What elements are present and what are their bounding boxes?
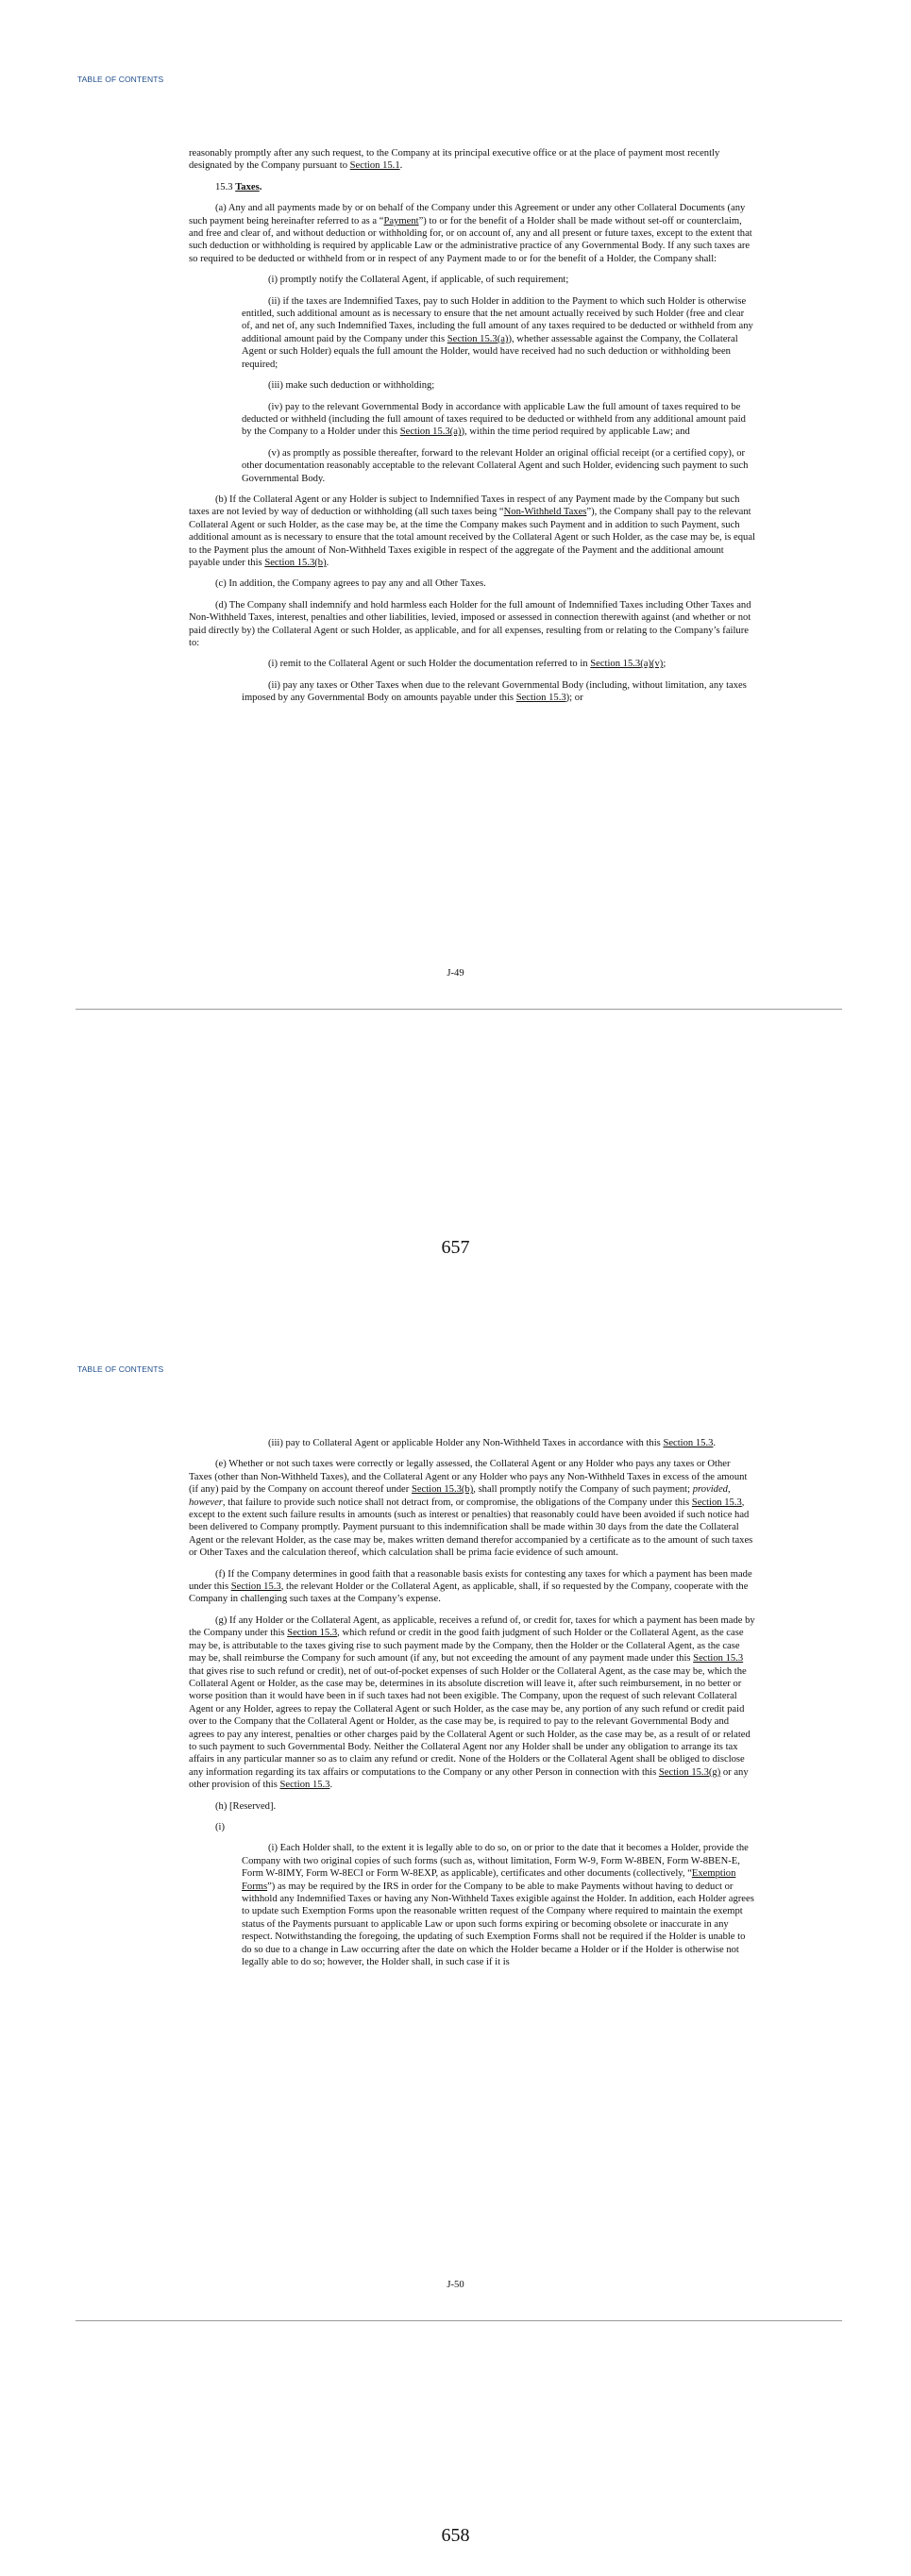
section-link[interactable]: Section 15.3(b) <box>411 1484 474 1496</box>
table-of-contents-link[interactable]: TABLE OF CONTENTS <box>77 75 164 84</box>
paragraph-15-3-c: (c) In addition, the Company agrees to pay any and all Other Taxes. <box>215 578 486 590</box>
page-number: 657 <box>441 1237 470 1258</box>
clause-d-iii: (iii) pay to Collateral Agent or applicable Holder any Non-Withheld Taxes in accordance with this Section 15.3. <box>268 1438 717 1448</box>
clause-a-v: (v) as promptly as possible thereafter, forward to the relevant Holder an original official receipt (or a certified copy), or other documentation reasonably acceptable to the relevant Collateral Agent and such Holder, evidencing such payment to such Governmental Body. <box>242 447 749 484</box>
section-link[interactable]: Section 15.3(b) <box>264 557 327 568</box>
clause-a-iv: (iv) pay to the relevant Governmental Body in accordance with applicable Law the full amount of taxes required to be deducted or withheld (including the full amount of taxes required to be deducted or withheld from any additional amount paid by the Company to a Holder under this Section 15.3(a)), within the time period required by applicable Law; and <box>242 401 746 438</box>
paragraph-15-3-d: (d) The Company shall indemnify and hold harmless each Holder for the full amount of Indemnified Taxes including Other Taxes and Non-Withheld Taxes, interest, penalties and other liabilities, levied, imposed or assessed in connection therewith against (and whether or not paid directly by) the Collateral Agent or such Holder, as applicable, and for all expenses, resulting from or relating to the Company’s failure to: <box>189 599 751 648</box>
defined-term: Non-Withheld Taxes <box>503 507 587 518</box>
defined-term: Payment <box>383 215 419 226</box>
section-title: Taxes <box>235 181 260 192</box>
section-link[interactable]: Section 15.3(a) <box>447 333 509 344</box>
paragraph-15-3-a: (a) Any and all payments made by or on behalf of the Company under this Agreement or under any other Collateral Documents (any such payment being hereinafter referred to as a “Payment”) to or for the benefit of a Holder shall be made without set-off or counterclaim, and free and clear of, and without deduction or withholding for, or on account of, any and all present or future taxes, except to the extent that such deduction or withholding is required by applicable Law or the administrative practice of any Governmental Body. If any such taxes are so required to be deducted or withheld from or in respect of any Payment made to or for the benefit of a Holder, the Company shall: <box>189 203 752 264</box>
section-link[interactable]: Section 15.1 <box>349 160 400 172</box>
clause-a-iii: (iii) make such deduction or withholding; <box>268 380 435 392</box>
clause-a-i: (i) promptly notify the Collateral Agent, if applicable, of such requirement; <box>268 275 569 286</box>
page-footer-folio: J-49 <box>447 968 464 979</box>
section-link[interactable]: Section 15.3 <box>230 1581 281 1593</box>
paragraph-15-3-f: (f) If the Company determines in good faith that a reasonable basis exists for contesting any taxes for which a payment has been made under this Section 15.3, the relevant Holder or the Collateral Agent, as applicable, shall, if so requested by the Company, cooperate with the Company in challenging such taxes at the Company’s expense. <box>189 1568 752 1605</box>
section-heading-taxes: 15.3 Taxes. <box>215 181 262 192</box>
page-divider <box>76 2320 842 2321</box>
page-number: 658 <box>441 2525 470 2546</box>
paragraph-15-3-e: (e) Whether or not such taxes were correctly or legally assessed, the Collateral Agent or any Holder who pays any taxes or Other Taxes (other than Non-Withheld Taxes), and the Collateral Agent or any Holder who pays any Non-Withheld Taxes in excess of the amount (if any) paid by the Company on account thereof under Section 15.3(b), shall promptly notify the Company of such payment; provided, however, that failure to provide such notice shall not detract from, or compromise, the obligations of the Company under this Section 15.3, except to the extent such failure results in amounts (such as interest or penalties) that reasonably could have been avoided if such notice had been delivered to Company promptly. Payment pursuant to this indemnification shall be made within 30 days from the date the Collateral Agent or the relevant Holder, as the case may be, makes written demand therefor accompanied by a certificate as to the amount of such taxes or Other Taxes and the calculation thereof, which calculation shall be prima facie evidence of such amount. <box>189 1459 753 1559</box>
section-link[interactable]: Section 15.3 <box>279 1780 330 1791</box>
clause-i-i: (i) Each Holder shall, to the extent it is legally able to do so, on or prior to the date that it becomes a Holder, provide the Company with two original copies of such forms (such as, without limitation, Form W-9, Form W-8BEN, Form W-8BEN-E, Form W-8IMY, Form W-8ECI or Form W-8EXP, as applicable), certificates and other documents (collectively, “Exemption Forms”) as may be required by the IRS in order for the Company to be able to make Payments without having to deduct or withhold any Indemnified Taxes or having any Non-Withheld Taxes exigible against the Holder. In addition, each Holder agrees to update such Exemption Forms upon the reasonable written request of the Company where required to maintain the exempt status of the Payments pursuant to applicable Law or upon such forms expiring or becoming obsolete or inaccurate in any respect. Notwithstanding the foregoing, the updating of such Exemption Forms shall not be required if the Holder is unable to do so due to a change in Law occurring after the date on which the Holder became a Holder or if the Holder is otherwise not legally able to do so; however, the Holder shall, in such case if it is <box>242 1843 754 1968</box>
document-page-j49 <box>189 147 755 713</box>
clause-d-i: (i) remit to the Collateral Agent or such Holder the documentation referred to in Section 15.3(a)(v); <box>268 659 666 670</box>
section-link[interactable]: Section 15.3 <box>287 1628 338 1639</box>
section-link[interactable]: Section 15.3 <box>693 1653 744 1664</box>
section-link[interactable]: Section 15.3 <box>663 1438 714 1448</box>
clause-a-ii: (ii) if the taxes are Indemnified Taxes, pay to such Holder in addition to the Payment to which such Holder is otherwise entitled, such additional amount as is necessary to ensure that the net amount actually received by such Holder (free and clear of, and net of, any such Indemnified Taxes, including the full amount of any taxes required to be deducted or withheld from any additional amount paid by the Company under this Section 15.3(a)), whether assessable against the Company, the Collateral Agent or such Holder) equals the full amount the Holder, would have received had no such deduction or withholding been required; <box>242 295 753 370</box>
section-link[interactable]: Section 15.3(g) <box>658 1766 721 1778</box>
table-of-contents-link[interactable]: TABLE OF CONTENTS <box>77 1364 164 1374</box>
document-page-j50 <box>189 1437 755 1977</box>
paragraph-15-3-g: (g) If any Holder or the Collateral Agent, as applicable, receives a refund of, or credit for, taxes for which a payment has been made by the Company under this Section 15.3, which refund or credit in the good faith judgment of such Holder or the Collateral Agent, as the case may be, is attributable to the taxes giving rise to such payment made by the Company, then the Holder or the Collateral Agent, as the case may be, shall reimburse the Company for such amount (if any, but not exceeding the amount of any payment made under this Section 15.3 that gives rise to such refund or credit), net of out-of-pocket expenses of such Holder or the Collateral Agent, as the case may be, which the Collateral Agent or Holder, as the case may be, determines in its absolute discretion will leave it, after such reimbursement, in no better or worse position than it would have been in if such taxes had not been exigible. The Company, upon the request of such relevant Collateral Agent or any Holder, agrees to repay the Collateral Agent or such Holder, as the case may be, any portion of any such refund or credit paid over to the Company that the Collateral Agent or Holder, as the case may be, is required to pay to the relevant Governmental Body and agrees to pay any interest, penalties or other charges paid by the Collateral Agent or such Holder, as the case may be, as a result of or related to such payment to such Governmental Body. Neither the Collateral Agent nor any Holder shall be under any obligation to arrange its tax affairs in any particular manner so as to claim any refund or credit. None of the Holders or the Collateral Agent shall be obliged to disclose any information regarding its tax affairs or computations to the Company or any other Person in connection with this Section 15.3(g) or any other provision of this Section 15.3. <box>189 1614 755 1791</box>
defined-term: Exemption Forms <box>242 1868 736 1892</box>
section-link[interactable]: Section 15.3 <box>515 693 566 704</box>
paragraph-15-3-b: (b) If the Collateral Agent or any Holder is subject to Indemnified Taxes in respect of any Payment made by the Company but such taxes are not levied by way of deduction or withholding (all such taxes being “Non-Withheld Taxes”), the Company shall pay to the relevant Collateral Agent or such Holder, as the case may be, at the time the Company makes such Payment and in addition to such Payment, such additional amount as is necessary to ensure that the total amount received by the Collateral Agent or such Holder, as the case may be, is equal to the Payment plus the amount of Non-Withheld Taxes exigible in respect of the aggregate of the Payment and the additional amount payable under this Section 15.3(b). <box>189 493 755 568</box>
section-link[interactable]: Section 15.3 <box>691 1497 742 1508</box>
paragraph-15-2-continued: reasonably promptly after any such request, to the Company at its principal executive office or at the place of payment most recently designated by the Company pursuant to Section 15.1. <box>189 148 720 172</box>
page-divider <box>76 1009 842 1010</box>
paragraph-15-3-h: (h) [Reserved]. <box>215 1800 277 1812</box>
paragraph-15-3-i: (i) <box>215 1821 225 1832</box>
page-footer-folio: J-50 <box>447 2280 464 2290</box>
section-link[interactable]: Section 15.3(a) <box>399 427 462 438</box>
section-link[interactable]: Section 15.3(a)(v) <box>590 659 664 670</box>
clause-d-ii: (ii) pay any taxes or Other Taxes when due to the relevant Governmental Body (including, without limitation, any taxes imposed by any Governmental Body on amounts payable under this Section 15.3); or <box>242 679 747 704</box>
